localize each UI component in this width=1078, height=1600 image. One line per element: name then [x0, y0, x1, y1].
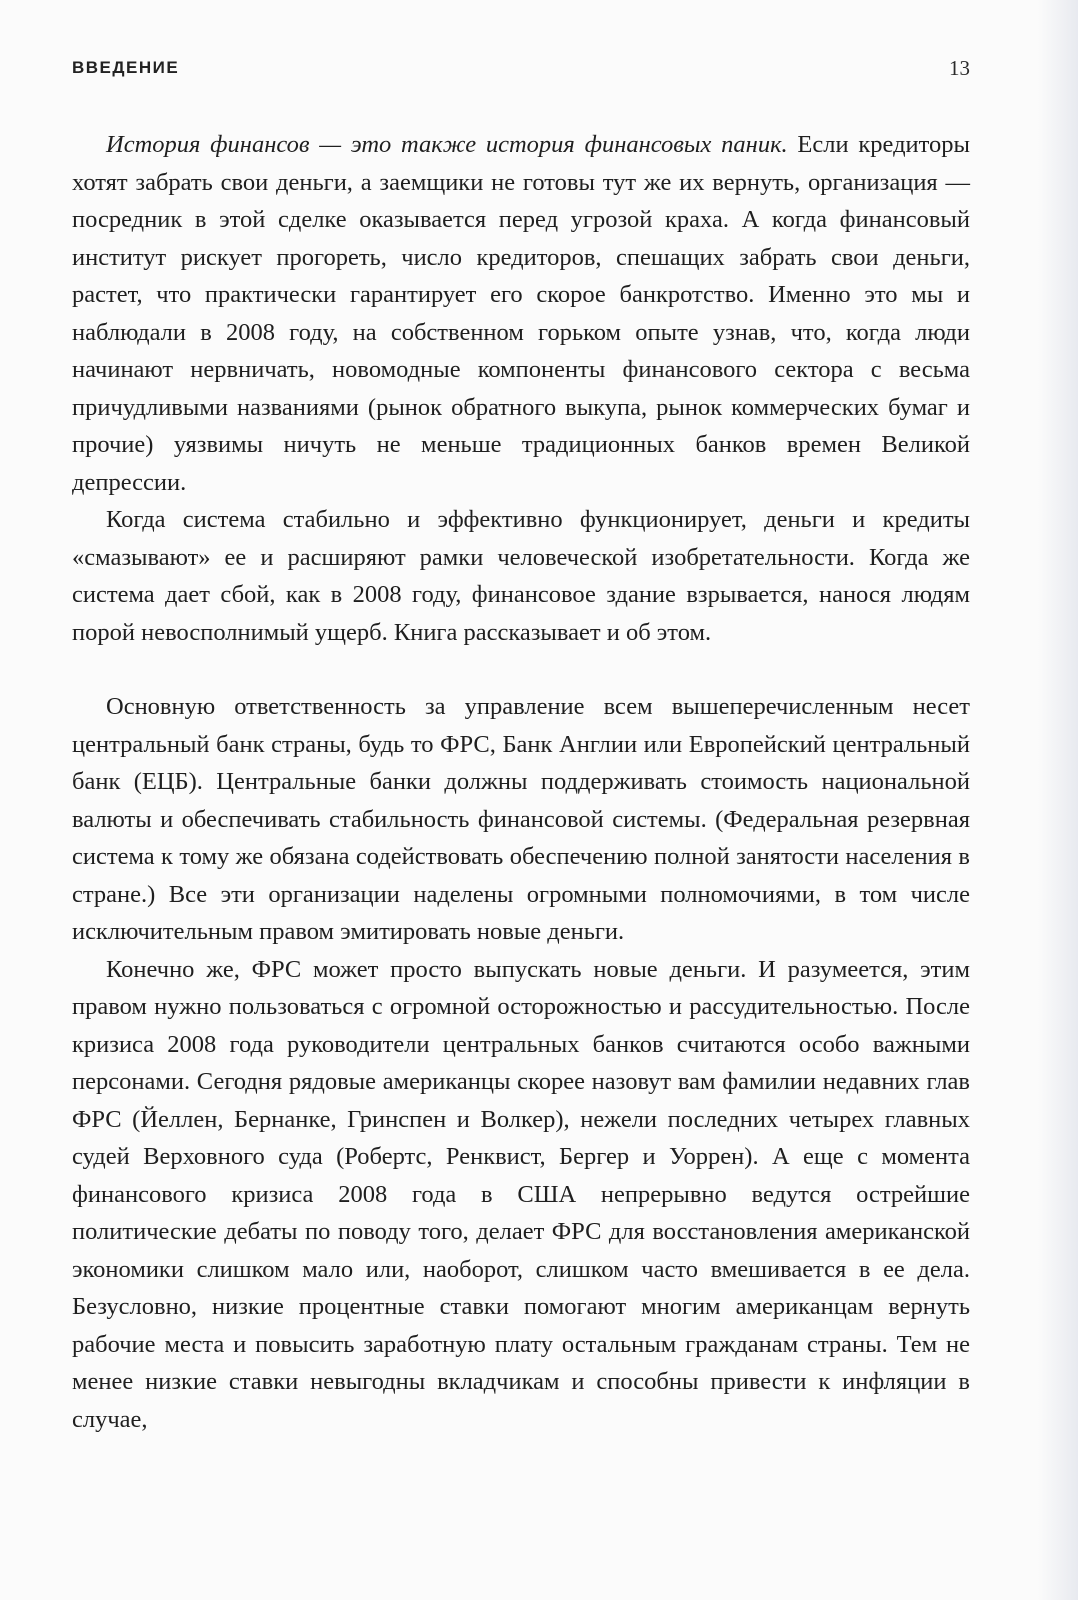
page-number: 13: [949, 56, 970, 80]
paragraph-3: Основную ответственность за управление всем вышеперечисленным несет центральный банк страны, будь то ФРС, Банк Англии или Европейский центральный банк (ЕЦБ). Центральные банки должны поддерживать стоимость национальной валюты и обеспечивать стабильность финансовой системы. (Федеральная резервная система к тому же обязана содействовать обеспечению полной занятости населения в стране.) Все эти организации наделены огромными полномочиями, в том числе исключительным правом эмитировать новые деньги.: [72, 693, 970, 945]
paragraph-1-text: Если кредиторы хотят забрать свои деньги, а заемщики не готовы тут же их вернуть, организация — посредник в этой сделке оказывается перед угрозой краха. А когда финансовый институт рискует прогореть, число кредиторов, спешащих забрать свои деньги, растет, что практически гарантирует его скорое банкротство. Именно это мы и наблюдали в 2008 году, на собственном горьком опыте узнав, что, когда люди начинают нервничать, новомодные компоненты финансового сектора с весьма причудливыми названиями (рынок обратного выкупа, рынок коммерческих бумаг и прочие) уязвимы ничуть не меньше традиционных банков времен Великой депрессии.: [72, 131, 970, 496]
running-head: ВВЕДЕНИЕ: [72, 58, 180, 77]
paragraph-4: Конечно же, ФРС может просто выпускать новые деньги. И разумеется, этим правом нужно пользоваться с огромной осторожностью и рассудительностью. После кризиса 2008 года руководители центральных банков считаются особо важными персонами. Сегодня рядовые американцы скорее назовут вам фамилии недавних глав ФРС (Йеллен, Бернанке, Гринспен и Волкер), нежели последних четырех главных судей Верховного суда (Робертс, Ренквист, Бергер и Уоррен). А еще с момента финансового кризиса 2008 года в США непрерывно ведутся острейшие политические дебаты по поводу того, делает ФРС для восстановления американской экономики слишком мало или, наоборот, слишком часто вмешивается в ее дела. Безусловно, низкие процентные ставки помогают многим американцам вернуть рабочие места и повысить заработную плату остальным гражданам страны. Тем не менее низкие ставки невыгодны вкладчикам и способны привести к инфляции в случае,: [72, 955, 970, 1433]
body-text: [72, 126, 970, 1438]
paragraph-2: Когда система стабильно и эффективно функционирует, деньги и кредиты «смазывают» ее и расширяют рамки человеческой изобретательности. Когда же система дает сбой, как в 2008 году, финансовое здание взрывается, нанося людям порой невосполнимый ущерб. Книга рассказывает и об этом.: [72, 506, 970, 646]
italic-lead: История финансов — это также история финансовых паник.: [106, 131, 788, 158]
paragraph-1: [72, 126, 970, 501]
page-edge-shadow: [1038, 0, 1078, 1600]
